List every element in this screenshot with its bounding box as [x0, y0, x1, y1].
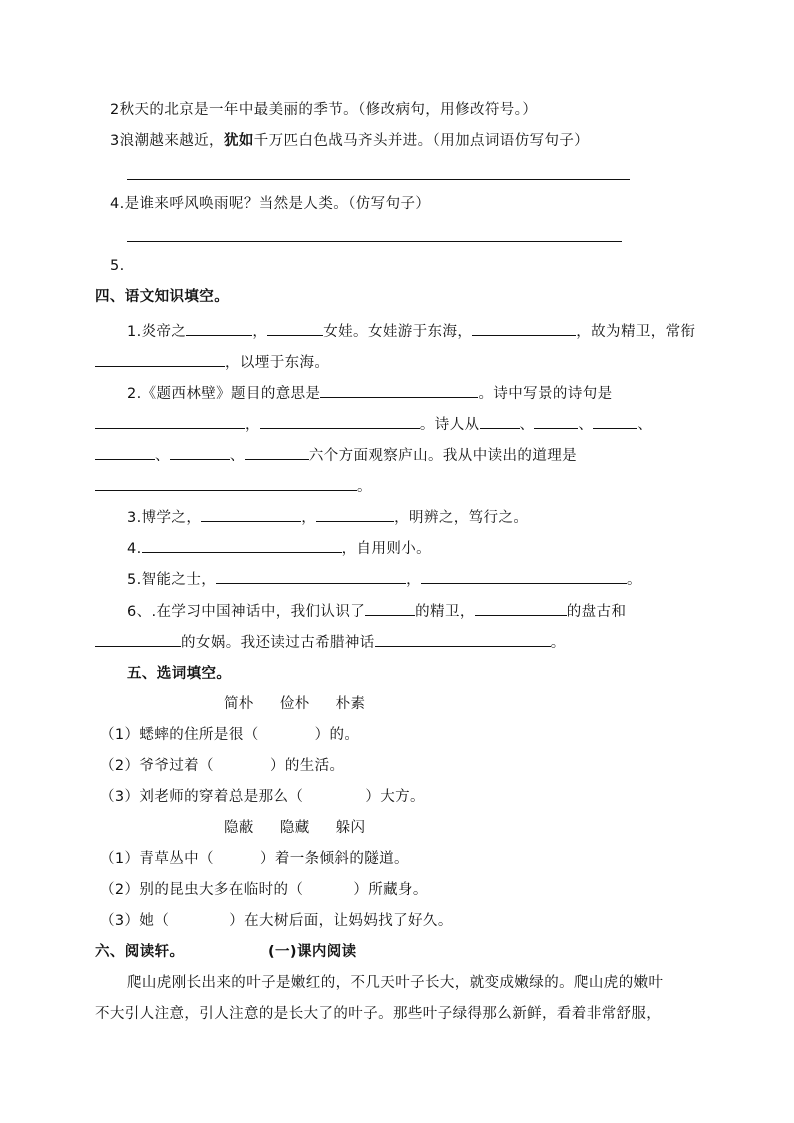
question-5: 5.: [110, 258, 125, 274]
fill-2-separator: 、: [637, 417, 653, 433]
question-3-text-b: 千万匹白色战马齐头并进。（用加点词语仿写句子）: [253, 133, 590, 149]
fill-1-line-2: [95, 352, 329, 373]
fill-2-line-4: [95, 476, 372, 497]
question-3: [110, 131, 589, 151]
fill-2-text-a: 2.《题西林壁》题目的意思是: [127, 386, 321, 402]
choice-text-b: ）的。: [314, 727, 360, 743]
choice-text-b: ）大方。: [365, 789, 425, 805]
fill-2-blank-8[interactable]: [170, 445, 230, 460]
fill-2-blank-4[interactable]: [480, 414, 520, 429]
choice-text-a: （3）刘老师的穿着总是那么（: [100, 789, 304, 805]
fill-5-text-a: 5.智能之士，: [127, 572, 217, 588]
fill-5-text-b: ，: [406, 572, 422, 588]
section-6-subheading: (一)课内阅读: [268, 944, 357, 960]
question-3-text-a: 3浪潮越来越近，: [110, 133, 224, 149]
fill-5-blank-2[interactable]: [421, 569, 627, 584]
choice-text-b: ）着一条倾斜的隧道。: [259, 851, 409, 867]
fill-2-line-2: [95, 414, 652, 435]
fill-2-separator: 、: [229, 448, 245, 464]
fill-2-blank-9[interactable]: [245, 445, 309, 460]
word-option: 隐蔽: [224, 820, 254, 836]
fill-2-blank-10[interactable]: [95, 476, 357, 491]
answer-line-4[interactable]: [127, 241, 622, 242]
fill-1-line-1: [127, 321, 695, 342]
fill-3-text-c: ，明辨之，笃行之。: [394, 510, 529, 526]
fill-2-text-e: 六个方面观察庐山。我从中读出的道理是: [308, 448, 578, 464]
fill-2-separator: 、: [155, 448, 170, 464]
fill-2-blank-6[interactable]: [593, 414, 637, 429]
fill-3-blank-1[interactable]: [201, 507, 301, 522]
fill-6-blank-3[interactable]: [95, 632, 181, 647]
fill-2-blank-1[interactable]: [320, 383, 478, 398]
fill-3-text-b: ，: [301, 510, 317, 526]
section-6-heading: 六、阅读轩。: [95, 944, 185, 960]
fill-1-text-b: ，: [252, 324, 268, 340]
fill-1-blank-3[interactable]: [472, 321, 576, 336]
question-4: 4.是谁来呼风唤雨呢？当然是人类。（仿写句子）: [110, 196, 431, 212]
answer-line-3[interactable]: [127, 179, 630, 180]
fill-6-text-a: 6、.在学习中国神话中，我们认识了: [127, 604, 366, 620]
fill-5-text-c: 。: [627, 572, 642, 588]
fill-1-blank-1[interactable]: [186, 321, 252, 336]
choice-2-3: [100, 911, 453, 931]
fill-2-line-3: [95, 445, 577, 466]
fill-2-text-c: ，: [245, 417, 260, 433]
fill-3: [127, 507, 528, 528]
fill-6-blank-4[interactable]: [375, 632, 551, 647]
fill-1-blank-4[interactable]: [95, 352, 225, 367]
fill-1-text-e: ，以堙于东海。: [225, 355, 330, 371]
fill-2-blank-7[interactable]: [95, 445, 155, 460]
word-option: 躲闪: [335, 820, 366, 836]
fill-4-blank-1[interactable]: [142, 538, 342, 553]
fill-6-text-b: 的精卫，: [415, 604, 475, 620]
word-option: 俭朴: [279, 696, 310, 712]
fill-4: [127, 538, 431, 559]
fill-3-blank-2[interactable]: [316, 507, 394, 522]
word-bank-1: [224, 694, 365, 714]
question-3-dotted-word: 犹如: [223, 133, 254, 149]
reading-line-2: 不大引人注意，引人注意的是长大了的叶子。那些叶子绿得那么新鲜，看着非常舒服，: [95, 1006, 662, 1022]
choice-1-2: [100, 756, 344, 776]
choice-text-a: （2）爷爷过着（: [100, 758, 214, 774]
fill-4-text-a: 4.: [127, 541, 142, 557]
fill-2-line-1: [127, 383, 613, 404]
word-bank-2: [224, 818, 365, 838]
fill-6-text-d: 的女娲。我还读过古希腊神话: [181, 635, 375, 651]
fill-3-text-a: 3.博学之，: [127, 510, 202, 526]
fill-2-text-f: 。: [357, 479, 372, 495]
choice-2-1: [100, 849, 409, 869]
fill-6-text-c: 的盘古和: [566, 604, 627, 620]
section-4-heading: 四、语文知识填空。: [95, 289, 230, 305]
fill-6-blank-2[interactable]: [475, 601, 567, 616]
choice-text-a: （3）她（: [100, 913, 170, 929]
fill-2-separator: 、: [578, 417, 594, 433]
choice-text-a: （2）别的昆虫大多在临时的（: [100, 882, 304, 898]
choice-text-b: ）的生活。: [269, 758, 345, 774]
choice-1-1: [100, 725, 359, 745]
fill-6-line-1: [127, 601, 626, 622]
fill-6-text-e: 。: [550, 635, 566, 651]
fill-1-text-d: ，故为精卫，常衔: [576, 324, 696, 340]
word-option: 简朴: [224, 696, 254, 712]
choice-1-3: [100, 787, 425, 807]
fill-2-text-d: 。诗人从: [419, 417, 480, 433]
fill-2-blank-3[interactable]: [260, 414, 420, 429]
fill-2-text-b: 。诗中写景的诗句是: [478, 386, 613, 402]
fill-6-line-2: [95, 632, 566, 653]
question-2: 2秋天的北京是一年中最美丽的季节。（修改病句，用修改符号。）: [110, 102, 538, 118]
choice-text-a: （1）青草丛中（: [100, 851, 214, 867]
fill-1-blank-2[interactable]: [267, 321, 323, 336]
fill-4-text-b: ，自用则小。: [341, 541, 432, 557]
fill-5-blank-1[interactable]: [216, 569, 406, 584]
fill-5: [127, 569, 642, 590]
choice-2-2: [100, 880, 428, 900]
fill-1-text-a: 1.炎帝之: [127, 324, 187, 340]
fill-2-blank-2[interactable]: [95, 414, 245, 429]
choice-text-b: ）在大树后面，让妈妈找了好久。: [229, 913, 453, 929]
reading-line-1: 爬山虎刚长出来的叶子是嫩红的，不几天叶子长大，就变成嫩绿的。爬山虎的嫩叶: [127, 975, 664, 991]
section-5-heading: 五、选词填空。: [127, 666, 232, 682]
fill-2-separator: 、: [519, 417, 535, 433]
fill-2-blank-5[interactable]: [534, 414, 578, 429]
choice-text-a: （1）蟋蟀的住所是很（: [100, 727, 259, 743]
fill-1-text-c: 女娃。女娃游于东海，: [323, 324, 473, 340]
choice-text-b: ）所藏身。: [353, 882, 428, 898]
word-option: 朴素: [335, 696, 366, 712]
fill-6-blank-1[interactable]: [365, 601, 415, 616]
word-option: 隐藏: [279, 820, 310, 836]
